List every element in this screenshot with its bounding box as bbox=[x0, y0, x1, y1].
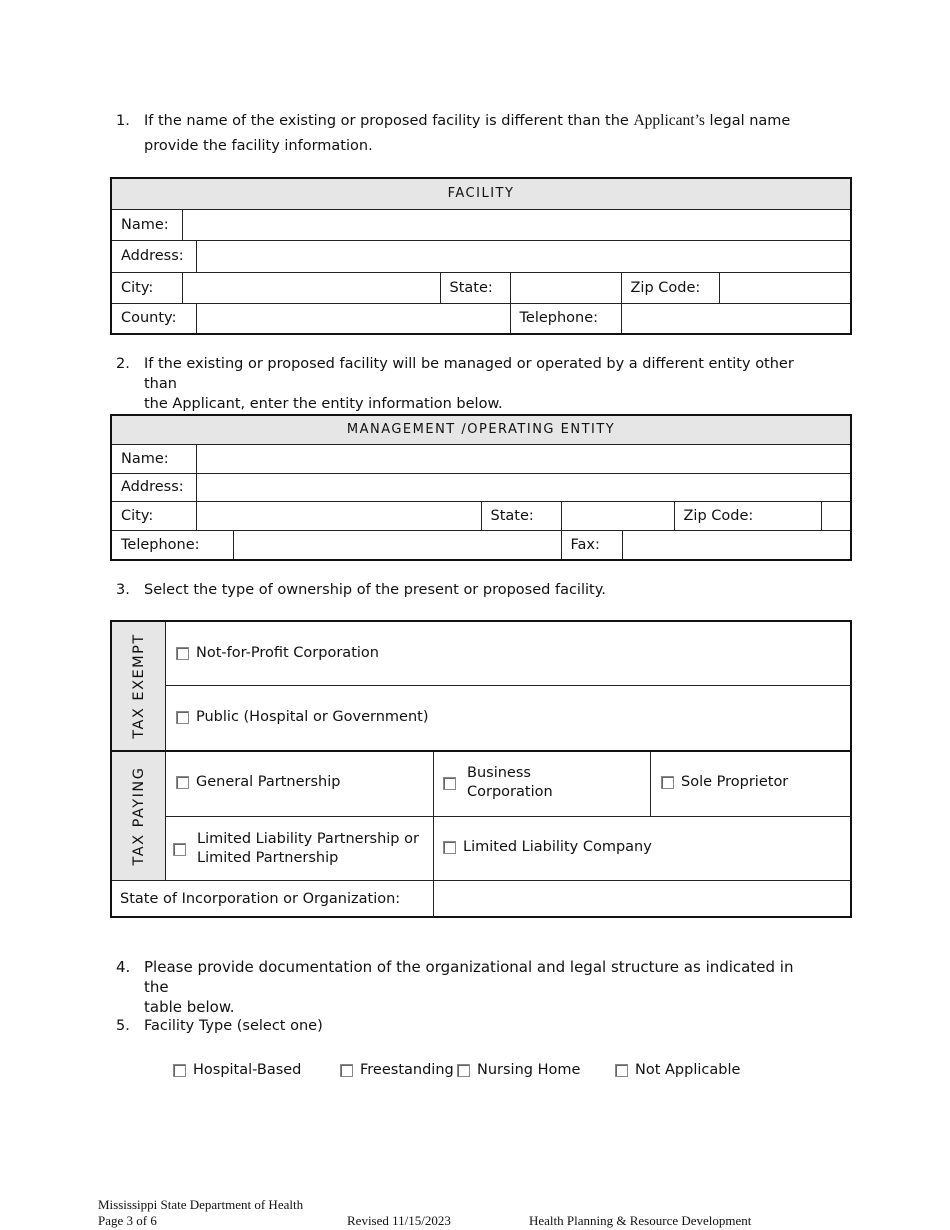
management-fax-label: Fax: bbox=[561, 530, 622, 560]
business-corporation-option[interactable] bbox=[443, 764, 553, 802]
question-number: 4. bbox=[116, 958, 131, 976]
facility-header: FACILITY bbox=[111, 178, 851, 209]
question-number: 3. bbox=[116, 582, 130, 598]
checkbox[interactable] bbox=[615, 1064, 628, 1077]
business-corporation-label: Business Corporation bbox=[467, 765, 553, 800]
management-name-label: Name: bbox=[111, 444, 196, 473]
divider bbox=[650, 752, 651, 816]
not-for-profit-option[interactable]: Not-for-Profit Corporation bbox=[176, 644, 379, 663]
question-text: If the name of the existing or proposed facility is different than the Applicant’s legal name bbox=[144, 112, 791, 129]
question-text-line2: provide the facility information. bbox=[144, 138, 373, 154]
question-text: If the existing or proposed facility will be managed or operated by a different entity other than bbox=[144, 356, 794, 392]
management-zip-field[interactable] bbox=[821, 501, 851, 530]
facility-zip-field[interactable] bbox=[719, 272, 851, 303]
checkbox[interactable] bbox=[443, 777, 456, 790]
tax-exempt-label: TAX EXEMPT bbox=[130, 633, 147, 739]
question-text: Facility Type (select one) bbox=[144, 1018, 323, 1034]
question-4 bbox=[116, 957, 816, 1017]
general-partnership-option[interactable]: General Partnership bbox=[176, 773, 340, 792]
management-state-label: State: bbox=[481, 501, 561, 530]
question-text-line2: table below. bbox=[144, 998, 235, 1016]
management-address-field[interactable] bbox=[196, 473, 851, 501]
question-5 bbox=[116, 1016, 816, 1036]
management-city-label: City: bbox=[111, 501, 196, 530]
footer-division: Health Planning & Resource Development bbox=[529, 1213, 752, 1228]
question-number: 5. bbox=[116, 1018, 130, 1034]
management-fax-field[interactable] bbox=[622, 530, 851, 560]
hospital-based-option[interactable]: Hospital-Based bbox=[173, 1061, 301, 1080]
public-option[interactable]: Public (Hospital or Government) bbox=[176, 708, 428, 727]
facility-city-label: City: bbox=[111, 272, 182, 303]
management-telephone-label: Telephone: bbox=[111, 530, 233, 560]
facility-state-field[interactable] bbox=[510, 272, 621, 303]
facility-telephone-label: Telephone: bbox=[510, 303, 621, 334]
sole-proprietor-option[interactable]: Sole Proprietor bbox=[661, 773, 788, 792]
facility-name-field[interactable] bbox=[182, 209, 851, 240]
facility-state-label: State: bbox=[440, 272, 510, 303]
state-of-incorporation-field[interactable] bbox=[434, 881, 850, 918]
facility-address-field[interactable] bbox=[196, 240, 851, 272]
divider bbox=[166, 750, 852, 752]
facility-city-field[interactable] bbox=[182, 272, 440, 303]
question-text: Select the type of ownership of the present or proposed facility. bbox=[144, 582, 606, 598]
checkbox[interactable] bbox=[457, 1064, 470, 1077]
checkbox[interactable] bbox=[173, 843, 186, 856]
management-state-field[interactable] bbox=[561, 501, 674, 530]
management-telephone-field[interactable] bbox=[233, 530, 561, 560]
question-number: 1. bbox=[116, 113, 130, 129]
freestanding-option[interactable]: Freestanding bbox=[340, 1061, 454, 1080]
footer-page: Page 3 of 6 bbox=[98, 1213, 157, 1228]
facility-address-label: Address: bbox=[111, 240, 196, 272]
state-of-incorporation-label: State of Incorporation or Organization: bbox=[120, 891, 401, 907]
management-city-field[interactable] bbox=[196, 501, 481, 530]
management-zip-label: Zip Code: bbox=[674, 501, 821, 530]
question-1 bbox=[116, 111, 816, 156]
facility-telephone-field[interactable] bbox=[621, 303, 851, 334]
llp-option[interactable] bbox=[173, 830, 419, 868]
facility-county-label: County: bbox=[111, 303, 196, 334]
checkbox[interactable] bbox=[443, 841, 456, 854]
facility-zip-label: Zip Code: bbox=[621, 272, 719, 303]
management-header: MANAGEMENT /OPERATING ENTITY bbox=[111, 415, 851, 444]
ownership-table bbox=[110, 620, 852, 918]
tax-exempt-label-cell bbox=[112, 622, 166, 752]
question-3 bbox=[116, 580, 816, 600]
tax-paying-label: TAX PAYING bbox=[130, 766, 147, 866]
management-address-label: Address: bbox=[111, 473, 196, 501]
management-table bbox=[110, 414, 852, 561]
question-text: Please provide documentation of the organizational and legal structure as indicated in the bbox=[144, 958, 794, 996]
checkbox[interactable] bbox=[176, 776, 189, 789]
tax-paying-label-cell bbox=[112, 752, 166, 880]
not-applicable-option[interactable]: Not Applicable bbox=[615, 1061, 740, 1080]
facility-name-label: Name: bbox=[111, 209, 182, 240]
management-name-field[interactable] bbox=[196, 444, 851, 473]
question-text-line2: the Applicant, enter the entity information below. bbox=[144, 396, 503, 412]
llp-label: Limited Liability Partnership or Limited Partnership bbox=[197, 831, 419, 866]
divider bbox=[166, 816, 852, 817]
checkbox[interactable] bbox=[173, 1064, 186, 1077]
checkbox[interactable] bbox=[661, 776, 674, 789]
question-number: 2. bbox=[116, 356, 130, 372]
checkbox[interactable] bbox=[340, 1064, 353, 1077]
question-2 bbox=[116, 354, 816, 414]
footer-revised: Revised 11/15/2023 bbox=[347, 1213, 451, 1228]
facility-table bbox=[110, 177, 852, 335]
footer-department: Mississippi State Department of Health bbox=[98, 1197, 304, 1212]
llc-option[interactable]: Limited Liability Company bbox=[443, 838, 652, 857]
facility-county-field[interactable] bbox=[196, 303, 510, 334]
nursing-home-option[interactable]: Nursing Home bbox=[457, 1061, 580, 1080]
divider bbox=[166, 685, 852, 686]
checkbox[interactable] bbox=[176, 711, 189, 724]
checkbox[interactable] bbox=[176, 647, 189, 660]
